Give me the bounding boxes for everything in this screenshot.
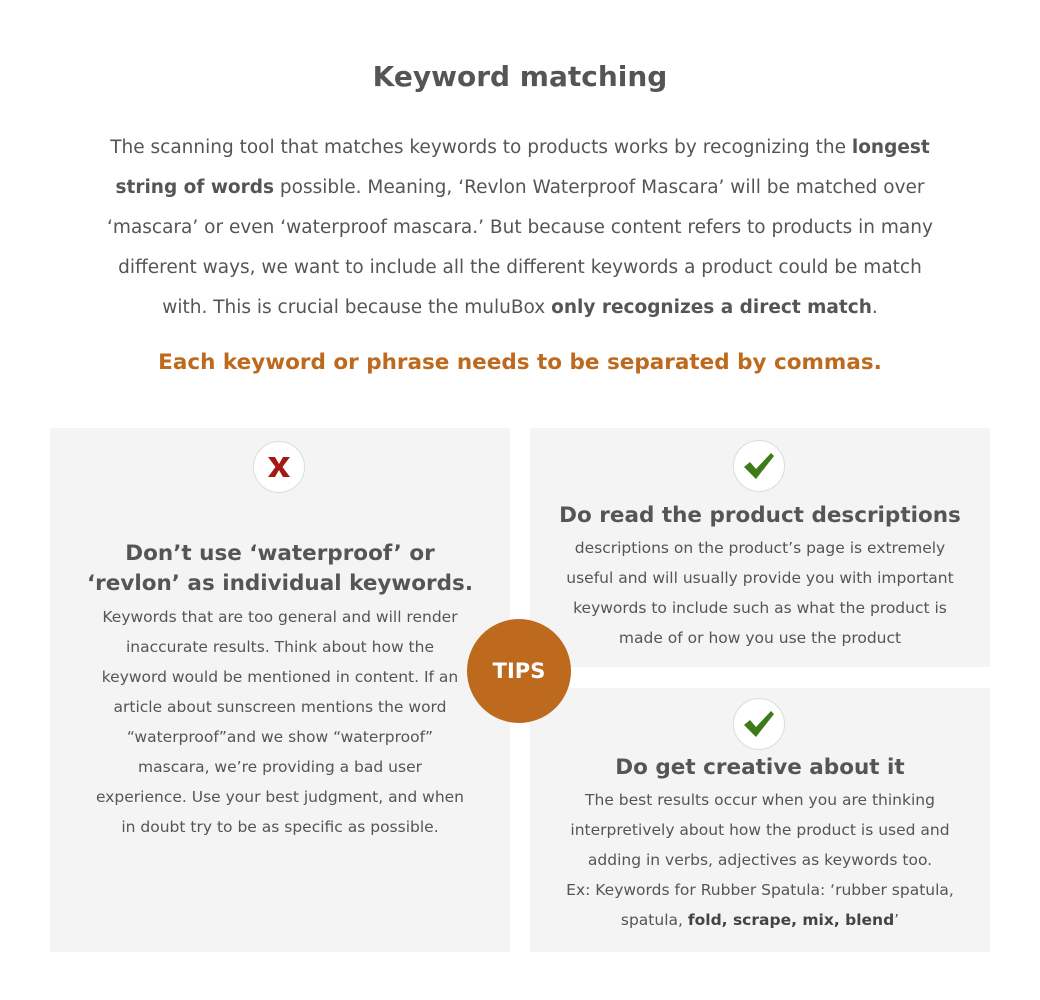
example-prefix: Ex: Keywords for Rubber Spatula: ‘rubber spatula, spatula, <box>566 881 954 929</box>
dont-heading-line1: Don’t use ‘waterproof’ or <box>125 541 435 566</box>
intro-paragraph <box>100 128 940 328</box>
check-mark-icon <box>733 698 785 750</box>
dont-panel <box>50 428 510 952</box>
do-creative-panel <box>530 688 990 952</box>
example-bold: fold, scrape, mix, blend <box>687 911 895 929</box>
dont-body: Keywords that are too general and will render inaccurate results. Think about how the keyword would be mentioned in content. If an article about sunscreen mentions the word “waterproof”and we show “waterproof” mascara, we’re providing a bad user experience. Use your best judgment, and when in doubt try to be as specific as possible. <box>95 608 465 836</box>
dont-heading-line2: ‘revlon’ as individual keywords. <box>86 571 474 596</box>
intro-bold-1: longest string of words <box>115 137 930 198</box>
do-creative-text: The best results occur when you are thinking interpretively about how the product is used and adding in verbs, adjectives as keywords too. <box>570 791 950 869</box>
x-mark-icon <box>253 441 305 493</box>
intro-text-2: possible. Meaning, ‘Revlon Waterproof Mascara’ will be matched over ‘mascara’ or even ‘waterproof mascara.’ But because content refers to products in many different ways, we want to include all the different keywords a product could be match with. This is crucial because the muluBox <box>107 177 933 318</box>
intro-text-1: The scanning tool that matches keywords to products works by recognizing the <box>110 137 852 158</box>
do-read-panel <box>530 428 990 667</box>
do-creative-heading: Do get creative about it <box>615 755 905 780</box>
example-suffix: ’ <box>894 911 900 929</box>
intro-text-3: . <box>871 297 878 318</box>
page-title: Keyword matching <box>372 60 668 93</box>
check-mark-icon <box>733 440 785 492</box>
do-read-heading: Do read the product descriptions <box>559 503 961 528</box>
dont-heading <box>50 539 510 599</box>
do-creative-body <box>555 785 965 935</box>
intro-bold-2: only recognizes a direct match <box>551 297 872 318</box>
tips-badge: TIPS <box>467 619 571 723</box>
do-read-body: descriptions on the product’s page is extremely useful and will usually provide you with important keywords to include such as what the product is made of or how you use the product <box>566 539 954 647</box>
commas-callout: Each keyword or phrase needs to be separated by commas. <box>158 350 882 375</box>
